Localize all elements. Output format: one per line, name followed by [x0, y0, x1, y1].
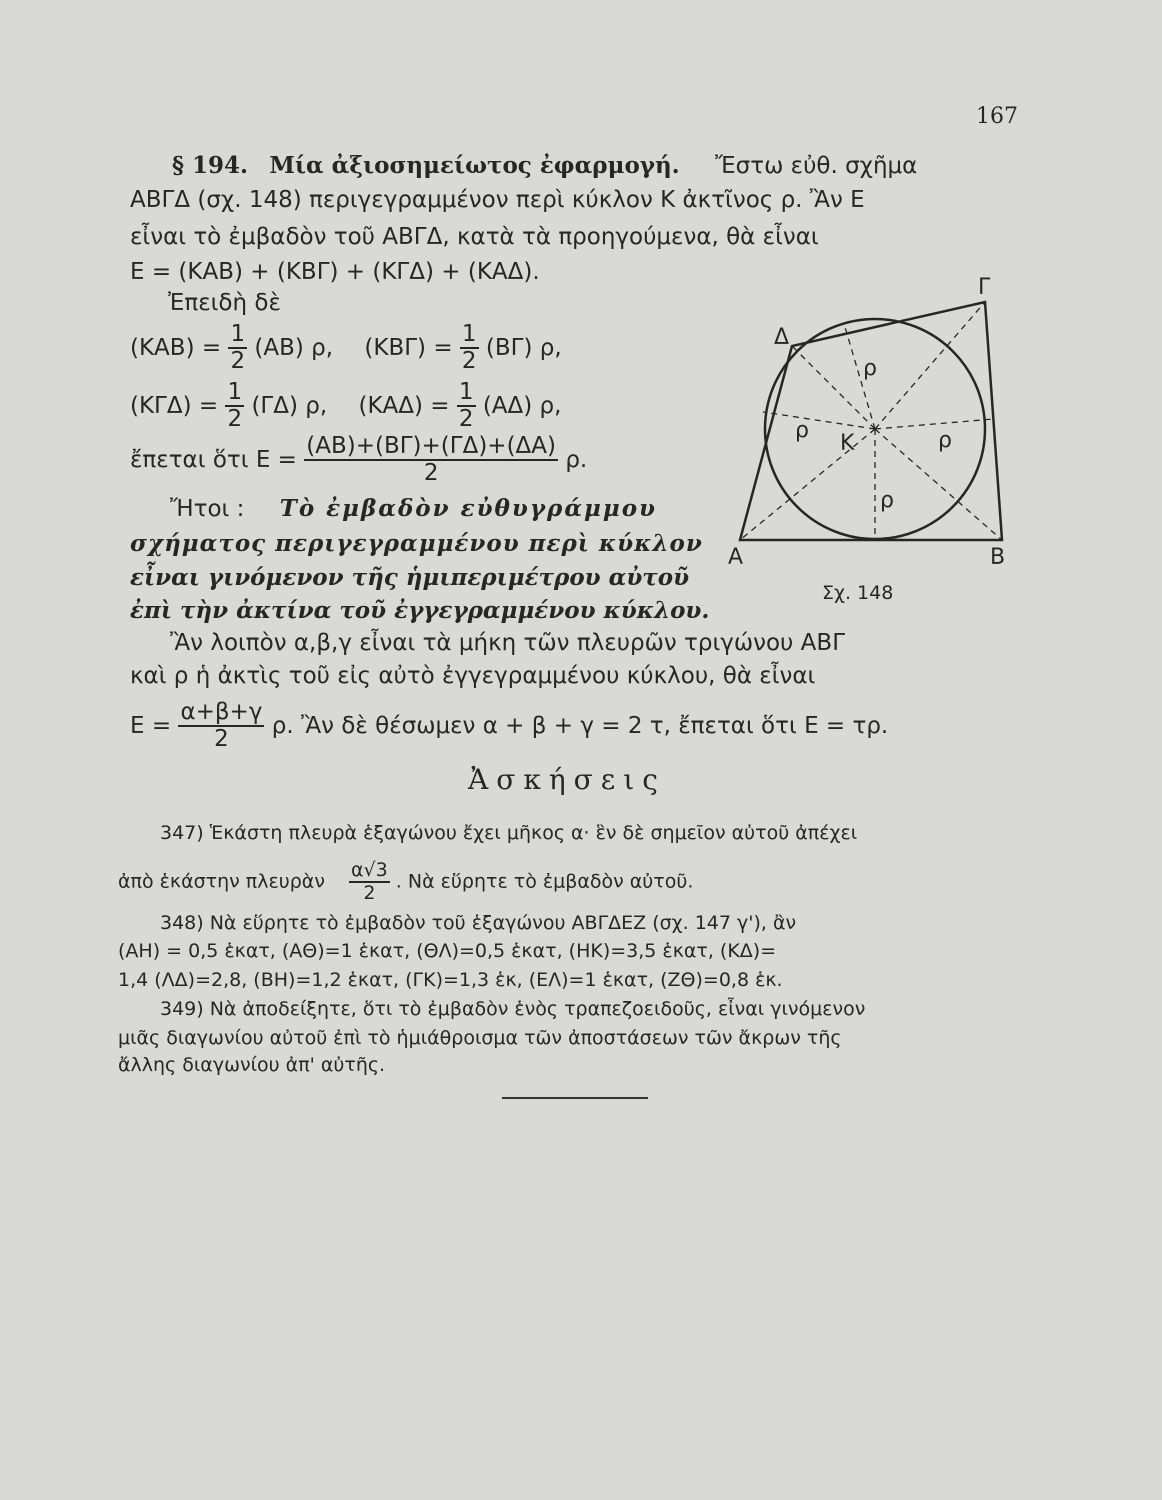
label-D: Δ	[774, 325, 790, 350]
section-number: § 194.	[172, 152, 249, 179]
theorem-lead: Ἤτοι :	[170, 496, 245, 522]
label-rho-bottom: ρ	[880, 488, 894, 513]
intro-line-1: ΑΒΓΔ (σχ. 148) περιγεγραμμένον περὶ κύκλον Κ ἀκτῖνος ρ. Ἂν Ε	[130, 187, 865, 213]
fraction-half: $\frac{1}{2}$	[230, 321, 246, 375]
radius-ad	[763, 412, 875, 429]
equation-3	[130, 434, 587, 487]
para2-line-0: Ἂν λοιπὸν α,β,γ εἶναι τὰ μήκη τῶν πλευρῶν τριγώνου ΑΒΓ	[170, 630, 846, 656]
equation-2	[130, 380, 561, 433]
radius-bg	[875, 419, 994, 429]
eq1-left: (ΚΑΒ) =	[130, 334, 222, 361]
label-rho-left: ρ	[795, 418, 809, 443]
equation-1	[130, 322, 562, 375]
page-number: 167	[976, 104, 1018, 129]
figure-148	[720, 272, 1020, 602]
eq4-fraction: $\frac{\alpha+\beta+\gamma}{2}$	[180, 699, 263, 753]
eq2-left: (ΚΓΔ) =	[130, 392, 219, 419]
theorem-line-0	[170, 495, 657, 522]
ex348-line-0: 348) Νὰ εὕρητε τὸ ἐμβαδὸν τοῦ ἑξαγώνου ΑΒΓΔΕΖ (σχ. 147 γ'), ἂν	[160, 912, 797, 934]
eq3-fraction: $\frac{(AB)+(B\Gamma)+(\Gamma\Delta)+(\Delta A)}{2}$	[306, 433, 556, 487]
eq4-prefix: Ε =	[130, 712, 172, 739]
eq3-suffix: ρ.	[565, 446, 588, 473]
theorem-text: Τὸ ἐμβαδὸν εὐθυγράμμου	[279, 495, 657, 522]
para2-line-1: καὶ ρ ἡ ἀκτὶς τοῦ εἰς αὐτὸ ἐγγεγραμμένου κύκλου, θὰ εἶναι	[130, 663, 816, 689]
bisector-a	[740, 429, 875, 540]
ex347-suffix: . Νὰ εὕρητε τὸ ἐμβαδὸν αὐτοῦ.	[395, 870, 694, 893]
ex348-line-1: (ΑΗ) = 0,5 ἑκατ, (ΑΘ)=1 ἑκατ, (ΘΛ)=0,5 ἑκατ, (ΗΚ)=3,5 ἑκατ, (ΚΔ)=	[118, 940, 777, 962]
ex347-line-1: 347) Ἑκάστη πλευρὰ ἑξαγώνου ἔχει μῆκος α· ἓν δὲ σημεῖον αὐτοῦ ἀπέχει	[160, 822, 858, 844]
end-rule	[502, 1097, 648, 1099]
theorem-line-1: σχήματος περιγεγραμμένου περὶ κύκλον	[130, 530, 703, 557]
label-rho-top: ρ	[863, 356, 877, 381]
theorem-line-2: εἶναι γινόμενον τῆς ἡμιπεριμέτρου αὐτοῦ	[130, 564, 690, 591]
eq2-mid: (ΓΔ) ρ,	[251, 392, 328, 419]
fraction-half: $\frac{1}{2}$	[227, 379, 243, 433]
ex349-line-1: μιᾶς διαγωνίου αὐτοῦ ἐπὶ τὸ ἡμιάθροισμα τῶν ἀποστάσεων τῶν ἄκρων τῆς	[118, 1027, 842, 1049]
label-G: Γ	[978, 275, 991, 300]
eq1-right: (ΒΓ) ρ,	[485, 334, 562, 361]
eq2-right: (ΑΔ) ρ,	[482, 392, 562, 419]
eq3-prefix: ἔπεται ὅτι Ε =	[130, 446, 297, 473]
eq2-left2: (ΚΑΔ) =	[358, 392, 450, 419]
theorem-line-3: ἐπὶ τὴν ἀκτίνα τοῦ ἐγγεγραμμένου κύκλου.	[130, 597, 710, 624]
section-title: Μία ἀξιοσημείωτος ἐφαρμογή.	[269, 152, 680, 179]
intro-line-3: Ε = (ΚΑΒ) + (ΚΒΓ) + (ΚΓΔ) + (ΚΑΔ).	[130, 259, 540, 285]
ex349-line-0: 349) Νὰ ἀποδείξητε, ὅτι τὸ ἐμβαδὸν ἑνὸς τραπεζοειδοῦς, εἶναι γινόμενον	[160, 998, 866, 1020]
ex349-line-2: ἄλλης διαγωνίου ἀπ' αὐτῆς.	[118, 1054, 386, 1076]
section-heading-line	[172, 152, 917, 179]
intro-line-4: Ἐπειδὴ δὲ	[168, 290, 281, 316]
fraction-half: $\frac{1}{2}$	[458, 379, 474, 433]
ex347-prefix: ἀπὸ ἑκάστην πλευρὰν	[118, 870, 325, 893]
label-K: Κ	[840, 431, 855, 456]
exercises-heading: Ἀσκήσεις	[468, 763, 666, 796]
fraction-half: $\frac{1}{2}$	[461, 321, 477, 375]
ex348-line-2: 1,4 (ΛΔ)=2,8, (ΒΗ)=1,2 ἑκατ, (ΓΚ)=1,3 ἑκ, (ΕΛ)=1 ἑκατ, (ΖΘ)=0,8 ἑκ.	[118, 969, 783, 991]
equation-4	[130, 700, 888, 753]
intro-line-0: Ἔστω εὐθ. σχῆμα	[715, 153, 918, 179]
eq1-left2: (ΚΒΓ) =	[364, 334, 453, 361]
eq1-mid: (ΑΒ) ρ,	[254, 334, 334, 361]
label-B: Β	[990, 545, 1006, 570]
label-A: Α	[728, 545, 744, 570]
figure-caption: Σχ. 148	[822, 582, 894, 604]
label-rho-right: ρ	[938, 428, 952, 453]
eq4-suffix: ρ. Ἂν δὲ θέσωμεν α + β + γ = 2 τ, ἔπεται ὅτι Ε = τρ.	[271, 712, 889, 739]
intro-line-2: εἶναι τὸ ἐμβαδὸν τοῦ ΑΒΓΔ, κατὰ τὰ προηγούμενα, θὰ εἶναι	[130, 224, 819, 250]
ex347-fraction: $\frac{\alpha√3}{2}$	[351, 859, 388, 904]
ex347-line-2	[118, 860, 693, 904]
